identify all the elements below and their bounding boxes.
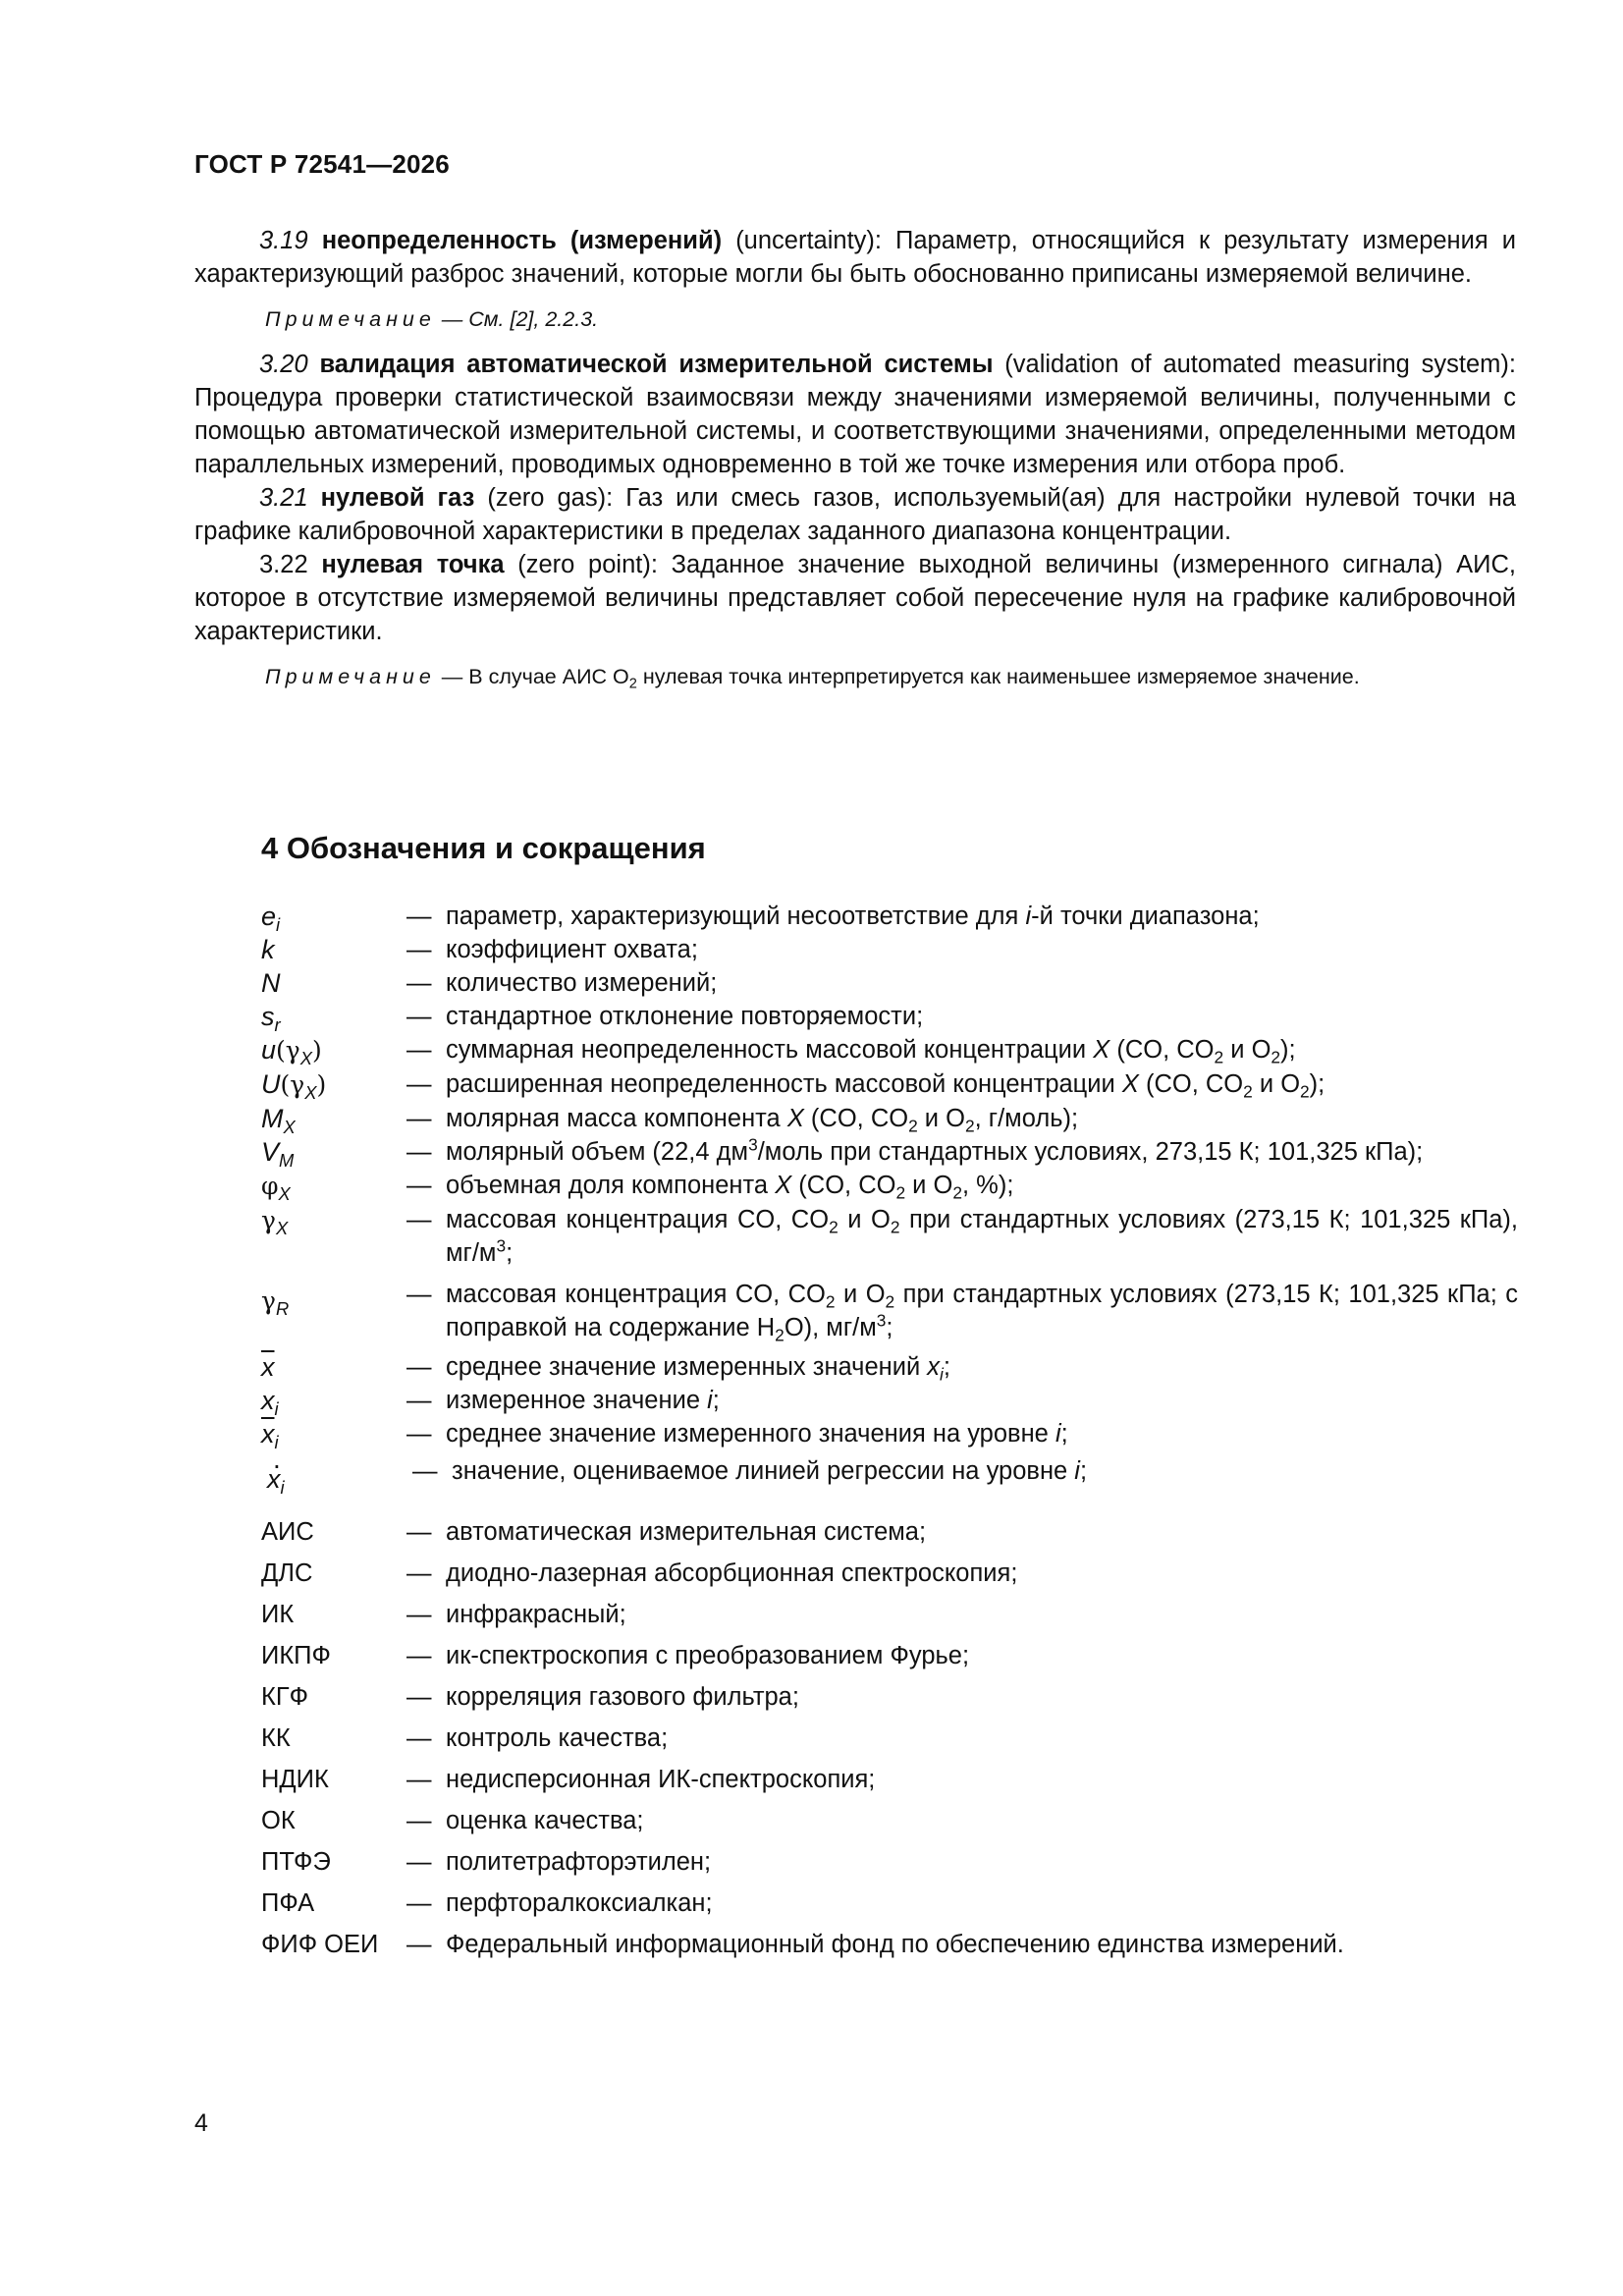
- symbol-description: коэффициент охвата;: [446, 936, 698, 963]
- dash: —: [406, 1138, 432, 1166]
- section-title: 4 Обозначения и сокращения: [261, 831, 706, 865]
- symbol: . $x_i$: [261, 1454, 412, 1496]
- dash: —: [406, 1931, 432, 1958]
- abbreviation: ОК: [261, 1807, 296, 1834]
- definition-number: 3.22: [259, 551, 308, 578]
- symbol-description: среднее значение измеренных значений $x_i$;: [446, 1353, 950, 1385]
- abbreviation-row: [261, 1680, 1518, 1714]
- symbol-description: среднее значение измеренного значения на уровне i;: [446, 1420, 1068, 1448]
- symbol: $\overline{x}_i$: [261, 1419, 279, 1452]
- symbol-row-U-gamma-x: [261, 1067, 1518, 1102]
- abbreviation-row: [261, 1639, 1518, 1672]
- symbol-description: значение, оцениваемое линией регрессии на уровне i;: [452, 1457, 1088, 1485]
- abbreviation: ИКПФ: [261, 1642, 331, 1669]
- definition-text: (zero point): Заданное значение выходной величины (измеренного сигнала) АИС, которое в отсутствие измеряемой величины представляет собой пересечение нуля на графике калибровочной характеристики.: [194, 551, 1516, 645]
- definition-3-19: [194, 224, 1516, 291]
- definition-3-21: [194, 481, 1516, 548]
- abbreviation-row: [261, 1722, 1518, 1755]
- symbol-row-u-gamma-x: [261, 1033, 1518, 1067]
- abbreviation: ФИФ ОЕИ: [261, 1931, 379, 1958]
- symbol-description: суммарная неопределенность массовой концентрации X (CO, $CO_2$ и $O_2$);: [446, 1036, 1296, 1067]
- symbol: $s_r$: [261, 1002, 281, 1035]
- symbol-description: молярный объем (22,4 $дм^3$/моль при стандартных условиях, 273,15 К; 101,325 кПа);: [446, 1134, 1424, 1166]
- abbreviation: НДИК: [261, 1766, 329, 1793]
- page-number: 4: [194, 2109, 208, 2137]
- dash: —: [406, 1387, 432, 1414]
- abbreviation-description: оценка качества;: [446, 1807, 644, 1834]
- symbol: $\overline{x}$: [261, 1352, 275, 1382]
- dash: —: [406, 1518, 432, 1546]
- dash: —: [412, 1457, 438, 1485]
- symbol-row-phi-x: [261, 1169, 1518, 1203]
- symbol-description: измеренное значение i;: [446, 1387, 720, 1414]
- symbol-description: массовая концентрация CO, $CO_2$ и $O_2$ при стандартных условиях (273,15 К; 101,325 кПа; с поправкой на содержание $H_2O$), $мг/м^3$;: [446, 1281, 1519, 1345]
- dash: —: [406, 902, 432, 930]
- symbol-row-ei: [261, 900, 1518, 933]
- definition-term: неопределенность (измерений): [321, 227, 723, 254]
- dash: —: [406, 1070, 432, 1098]
- abbreviation-row: [261, 1886, 1518, 1920]
- abbreviation-row: [261, 1804, 1518, 1837]
- abbreviation-description: контроль качества;: [446, 1724, 669, 1752]
- symbol: N: [261, 968, 281, 998]
- dash: —: [406, 1559, 432, 1587]
- symbol-row-n: [261, 966, 1518, 1000]
- symbol-row-vm: [261, 1135, 1518, 1169]
- abbreviation-description: диодно-лазерная абсорбционная спектроскопия;: [446, 1559, 1018, 1587]
- symbol-description: параметр, характеризующий несоответствие для i-й точки диапазона;: [446, 902, 1260, 930]
- abbreviation-row: [261, 1928, 1518, 1961]
- dash: —: [406, 969, 432, 997]
- dash: —: [406, 1172, 432, 1199]
- abbreviation-row: [261, 1763, 1518, 1796]
- symbol: $u(\gamma_X)$: [261, 1035, 322, 1068]
- note-text: — См. [2], 2.2.3.: [435, 307, 599, 331]
- abbreviation: КГФ: [261, 1683, 309, 1711]
- symbol: k: [261, 935, 275, 964]
- definition-term: нулевой газ: [320, 484, 475, 512]
- abbreviation-row: [261, 1598, 1518, 1631]
- definition-3-22: [194, 548, 1516, 648]
- definition-number: 3.21: [259, 484, 308, 512]
- definition-number: 3.19: [259, 227, 308, 254]
- symbol-description: объемная доля компонента X (CO, $CO_2$ и $O_2$, %);: [446, 1172, 1014, 1203]
- symbol-row-xi-bar: [261, 1417, 1518, 1450]
- symbol-row-gamma-r: [261, 1278, 1518, 1344]
- abbreviation: ПФА: [261, 1889, 315, 1917]
- definition-text: (zero gas): Газ или смесь газов, используемый(ая) для настройки нулевой точки на графике калибровочной характеристики в пределах заданного диапазона концентрации.: [194, 484, 1516, 545]
- definition-term: нулевая точка: [321, 551, 505, 578]
- abbreviation-description: ик-спектроскопия с преобразованием Фурье;: [446, 1642, 970, 1669]
- symbol: $V_M$: [261, 1137, 295, 1171]
- symbol-row-xi-dot: [261, 1454, 1518, 1496]
- note-label: Примечание: [265, 665, 436, 688]
- abbreviation-description: политетрафторэтилен;: [446, 1848, 712, 1876]
- definition-text: (uncertainty): Параметр, относящийся к результату измерения и характеризующий разброс значений, которые могли бы быть обоснованно приписаны измеряемой величине.: [194, 227, 1516, 288]
- dash: —: [406, 936, 432, 963]
- symbol: $\gamma_X$: [261, 1206, 289, 1238]
- symbol: $\gamma_R$: [261, 1286, 290, 1319]
- symbol: $e_i$: [261, 902, 281, 935]
- dash: —: [406, 1889, 432, 1917]
- dash: —: [406, 1353, 432, 1381]
- dash: —: [406, 1642, 432, 1669]
- abbreviation-description: перфторалкоксиалкан;: [446, 1889, 713, 1917]
- symbol-description: массовая концентрация CO, $CO_2$ и $O_2$ при стандартных условиях (273,15 К; 101,325 кПа), $мг/м^3$;: [446, 1206, 1519, 1267]
- symbol: $x_i$: [261, 1386, 279, 1419]
- dash: —: [406, 1281, 432, 1308]
- symbol: $\varphi_X$: [261, 1172, 291, 1204]
- symbols-list: [261, 900, 1518, 1961]
- abbreviation-description: Федеральный информационный фонд по обеспечению единства измерений.: [446, 1931, 1344, 1958]
- abbreviation-description: недисперсионная ИК-спектроскопия;: [446, 1766, 876, 1793]
- abbreviation-row: [261, 1557, 1518, 1590]
- dash: —: [406, 1036, 432, 1064]
- dash: —: [406, 1003, 432, 1030]
- document-header: ГОСТ Р 72541—2026: [194, 149, 450, 179]
- dash: —: [406, 1601, 432, 1628]
- symbol-row-k: [261, 933, 1518, 966]
- definitions-block: [194, 224, 1516, 691]
- symbol-description: расширенная неопределенность массовой концентрации X (CO, $CO_2$ и $O_2$);: [446, 1070, 1325, 1102]
- symbol: $U(\gamma_X)$: [261, 1069, 327, 1103]
- symbol: $M_X$: [261, 1104, 296, 1137]
- abbreviation-description: автоматическая измерительная система;: [446, 1518, 927, 1546]
- symbol-row-x-bar: [261, 1350, 1518, 1384]
- definition-number: 3.20: [259, 351, 308, 378]
- symbol-description: количество измерений;: [446, 969, 718, 997]
- abbreviation: ДЛС: [261, 1559, 313, 1587]
- definition-term: валидация автоматической измерительной системы: [319, 351, 994, 378]
- definition-text: (validation of automated measuring system): Процедура проверки статистической взаимосвязи между значениями измеряемой величины, полученными с помощью автоматической измерительной системы, и соответствующими значениями, определенными методом параллельных измерений, проводимых одновременно в той же точке измерения или отбора проб.: [194, 351, 1516, 478]
- note-1: [194, 304, 1516, 334]
- symbol-description: стандартное отклонение повторяемости;: [446, 1003, 924, 1030]
- note-label: Примечание: [265, 307, 436, 331]
- dash: —: [406, 1807, 432, 1834]
- symbol-description: молярная масса компонента X (CO, $CO_2$ и $O_2$, г/моль);: [446, 1105, 1079, 1136]
- symbol-row-sr: [261, 1000, 1518, 1033]
- abbreviation: КК: [261, 1724, 291, 1752]
- dash: —: [406, 1105, 432, 1132]
- symbol-row-mx: [261, 1102, 1518, 1135]
- abbreviation-description: корреляция газового фильтра;: [446, 1683, 799, 1711]
- symbol-row-gamma-x: [261, 1203, 1518, 1270]
- dash: —: [406, 1206, 432, 1233]
- dash: —: [406, 1420, 432, 1448]
- dash: —: [406, 1724, 432, 1752]
- abbreviation: ИК: [261, 1601, 295, 1628]
- note-2: [194, 662, 1516, 691]
- abbreviation-row: [261, 1845, 1518, 1879]
- note-text: — В случае АИС $O_2$ нулевая точка интерпретируется как наименьшее измеряемое значение.: [435, 665, 1360, 692]
- dash: —: [406, 1766, 432, 1793]
- abbreviation: АИС: [261, 1518, 314, 1546]
- dash: —: [406, 1848, 432, 1876]
- abbreviation: ПТФЭ: [261, 1848, 331, 1876]
- dash: —: [406, 1683, 432, 1711]
- abbreviations-list: [261, 1515, 1518, 1961]
- definition-3-20: [194, 348, 1516, 481]
- symbol-row-xi: [261, 1384, 1518, 1417]
- abbreviation-row: [261, 1515, 1518, 1549]
- abbreviation-description: инфракрасный;: [446, 1601, 626, 1628]
